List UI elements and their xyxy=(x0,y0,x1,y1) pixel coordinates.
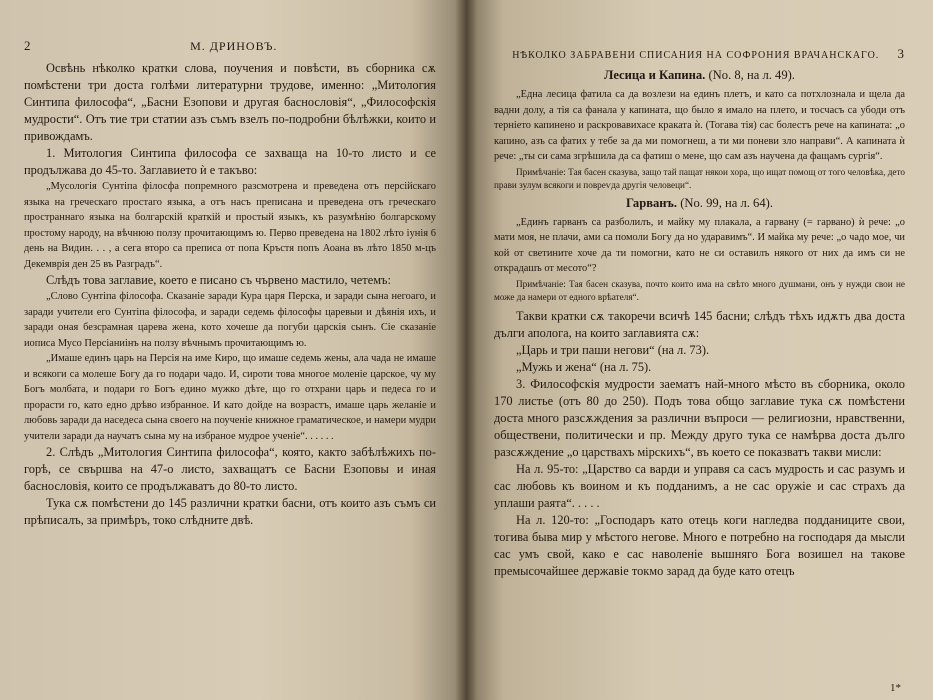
book-spine-shadow xyxy=(455,0,477,700)
left-quote-title: „Мусологія Сунтіпа філосфа попремного разсмотрена и преведена отъ персійскаго языка на греческаго простаго языка, а отъ насъ преписана и преведена отъ греческаго пространнаго языка на болгарскій краткій и простый языкъ, къ разумѣнію болгарскому простому народу, на вѣчнюю ползу прочитающимъ ю. Перво преведена на 1802 лѣто іунія 6 день на Видин. . . , а сега второ са преписа от попа Кръстя попъ Аоана въ лѣто 1850 м-цъ Декемврія ден 25 въ Разградъ“. xyxy=(24,181,436,270)
left-paragraph-4: 2. Слѣдъ „Митология Синтипа философа“, която, както забѣлѣжихъ по-горѣ, се свършва на 47-о листо, захващатъ се Басни Езоповы и иная баснословія, които се продължаватъ до 80-то листо. xyxy=(24,445,436,493)
apologue-item-1 xyxy=(494,342,905,359)
left-paragraph-3: Слѣдъ това заглавие, което е писано съ чървено мастило, четемъ: xyxy=(46,273,391,287)
left-page xyxy=(0,0,466,700)
fable1-heading xyxy=(494,68,905,83)
fable2-heading xyxy=(494,196,905,211)
fable1-text: „Една лесица фатила са да возлези на единъ плетъ, и като са потхлознала и щела да вадни долу, а тія са фанала у капината, що было я имало на плето, и тосчасъ са убоди отъ терніето капинено и раскровавихасе краката ѝ. (Тогава тія) сас болестъ рече на капината: „о капино, азъ са фатих у тебе за да ми помогнеш, а ти ми поневи зло направи“. А капината ѝ рече: „ты си сама згрѣшила да са фатиш о мене, що сам азъ научена да фащамъ сургія“. xyxy=(494,89,905,162)
left-quote-slovo: „Слово Сунтіпа філософа. Сказаніе заради Кура царя Перска, и заради сына негоаго, и заради учители его Сунтіпа філософа, и заради седемь філософы царевыи и дѣянія ихъ, и заради оная безсрамная царева жена, кoтo хочеше да погуби царскія сынъ. Сіе сказаніе иописа Мусо Персіаниінъ на ползу вѣчнымъ прочитающимъ ю. xyxy=(24,291,436,349)
left-quote-story: „Имаше единъ царь на Персія на име Киро, що имаше седемь жены, ала чада не имаше и всякоги са молеше Богу да го подари чадо. И, сироти това многое моленіе царское, чу му Богъ молбата, и подари го Богъ едино мужко дѣте, що го отхрани царь и педеса го и прорасти го, като едно дрѣво избранное. И като дойде на возрастъ, имаше царь желаніе и любовь заради да наседеса сына своего на поученіе книжное граматическое, и намери мудри учители заради да научатъ сына му на избраное мудрое ученіе“. . . . . . xyxy=(24,353,436,442)
fable1-title: Лесица и Капина. xyxy=(604,68,706,82)
right-paragraph-3: На л. 95-то: „Царство са варди и управя са сасъ мудрость и сас разумъ и сас любовь къ воином и къ подданимъ, а не сас оружіе и сас страхъ да уплаши раята“. . . . . xyxy=(494,461,905,510)
fable2-title: Гарванъ. xyxy=(626,195,678,210)
apologue-item-2-ref: (на л. 75). xyxy=(599,359,652,374)
left-header-title: М. ДРИНОВЪ. xyxy=(190,39,278,53)
left-paragraph-1: Освѣнь нѣколко кратки слова, поучения и повѣсти, въ сборника сѫ помѣстени три доста голѣми литературни трудове, именно: „Митология Синтипа философа“, „Басни Езопови и другая баснословія“, „Философскія мудрости“. Отъ тие три статии азъ съмъ взелъ по-подробни бѣлѣжки, които и привождамъ. xyxy=(24,61,436,143)
apologue-item-1-title: „Царь и три паши негови“ xyxy=(516,342,655,357)
fable2-ref: (No. 99, на л. 64). xyxy=(680,195,773,210)
fable2-note: Примѣчаніе: Тая басен сказува, почто които има на свѣто много душмани, онъ у нужди свои не може да намери от едного врѣателя“. xyxy=(494,278,905,302)
signature-mark: 1* xyxy=(890,682,901,694)
right-page-number: 3 xyxy=(897,46,905,61)
apologue-item-1-ref: (на л. 73). xyxy=(657,342,710,357)
right-paragraph-1: Такви кратки сѫ такоречи всичѣ 145 басни; слѣдъ тѣхъ идѫтъ два доста дълги аполога, на които заглавията сѫ: xyxy=(494,308,905,340)
right-header-title: НѢКОЛКО ЗАБРАВЕНИ СПИСАНИЯ НА СОФРОНИЯ ВРАЧАНСКАГО. xyxy=(512,50,880,61)
left-paragraph-5: Тука сѫ помѣстени до 145 различни кратки басни, отъ които азъ съмъ си прѣписалъ, за примѣръ, токо слѣдните двѣ. xyxy=(24,496,436,527)
apologue-item-2-title: „Мужь и жена“ xyxy=(516,359,597,374)
right-running-head xyxy=(494,46,905,62)
right-paragraph-4: На л. 120-то: „Господаръ като отець коги нагледва подданиците свои, тогива быва мир у мѣстого негове. Много е потребно на господаря да мысли сас умъ свой, како е сас наволеніе вышняго Бога возишел на такове премысочайшее державіе токмо зарад да буде като отецъ xyxy=(494,512,905,578)
fable2-text: „Единъ гарванъ са разболилъ, и майку му плакала, а гарвану (= гарвано) ѝ рече: „о мати моя, не плачи, ами са помоли Богу да но ударавимъ“. И майка му рече: „о чадо мое, чи кой от светините хоче да ти помогни, като не си оставилъ някого от них да имъ си не открадашъ от месото“? xyxy=(494,216,905,274)
right-paragraph-2: 3. Философскія мудрости заематъ най-много мѣсто въ сборника, около 170 листье (отъ 80 до 250). Подъ това общо заглавие тука сѫ помѣстени доста много разсѫждения за различни въпроси — религиозни, нравственни, обществени, политически и пр. Между друго тука се намѣрва доста дълго разсѫждение „о царствахъ мірскихъ“, въ което се показватъ такви мисли: xyxy=(494,376,905,459)
fable1-ref: (No. 8, на л. 49). xyxy=(708,68,795,82)
fable1-note: Примѣчаніе: Тая басен сказува, защо тай пащат някои хора, що ищат помощ от того человѣка, дето прави зулум всякоги и повреѵда другія человеци“. xyxy=(494,166,905,190)
apologue-item-2 xyxy=(494,359,905,376)
left-paragraph-2: 1. Митология Синтипа философа се захваща на 10-то листо и се продължава до 45-то. Заглавието ѝ е такъво: xyxy=(24,146,436,177)
left-page-number: 2 xyxy=(24,38,32,53)
left-running-head xyxy=(24,38,436,54)
right-page xyxy=(466,0,933,700)
